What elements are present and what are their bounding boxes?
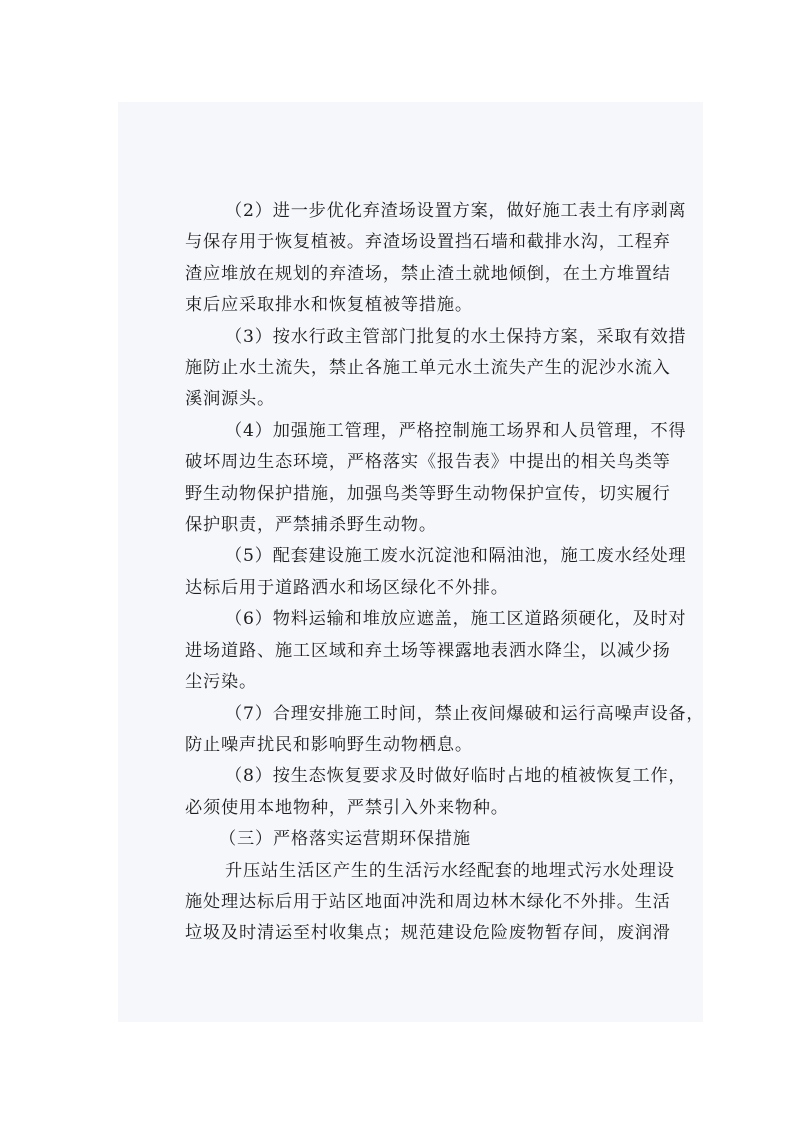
paragraph-line: （8）按生态恢复要求及时做好临时占地的植被恢复工作， xyxy=(225,766,687,787)
section-heading: （三）严格落实运营期环保措施 xyxy=(219,829,471,850)
paragraph-line: 达标后用于道路洒水和场区绿化不外排。 xyxy=(185,577,509,598)
paragraph-line: 束后应采取排水和恢复植被等措施。 xyxy=(185,295,473,316)
paragraph-line: （2）进一步优化弃渣场设置方案，做好施工表土有序剥离 xyxy=(225,201,687,221)
paragraph-line: 垃圾及时清运至村收集点；规范建设危险废物暂存间，废润滑 xyxy=(185,923,671,944)
paragraph-line: 保护职责，严禁捕杀野生动物。 xyxy=(185,515,437,536)
paragraph-line: （5）配套建设施工废水沉淀池和隔油池，施工废水经处理 xyxy=(225,546,687,567)
paragraph-line: 与保存用于恢复植被。弃渣场设置挡石墙和截排水沟，工程弃 xyxy=(185,232,671,253)
paragraph-line: 施处理达标后用于站区地面冲洗和周边林木绿化不外排。生活 xyxy=(185,891,671,912)
document-body xyxy=(185,196,705,950)
paragraph-line: 防止噪声扰民和影响野生动物栖息。 xyxy=(185,734,473,755)
paragraph-line: 进场道路、施工区域和弃土场等裸露地表洒水降尘，以减少扬 xyxy=(185,640,671,661)
paragraph-line: （3）按水行政主管部门批复的水土保持方案，采取有效措 xyxy=(225,326,687,347)
paragraph-line: （6）物料运输和堆放应遮盖，施工区道路须硬化，及时对 xyxy=(225,609,687,630)
paragraph-line: （4）加强施工管理，严格控制施工场界和人员管理，不得 xyxy=(225,420,687,441)
paragraph-line: 必须使用本地物种，严禁引入外来物种。 xyxy=(185,797,509,818)
paragraph-line: 尘污染。 xyxy=(185,672,257,693)
paragraph-line: 升压站生活区产生的生活污水经配套的地埋式污水处理设 xyxy=(225,860,675,881)
paragraph-line: 野生动物保护措施，加强鸟类等野生动物保护宣传，切实履行 xyxy=(185,483,671,504)
paragraph-line: 溪涧源头。 xyxy=(185,389,275,410)
paragraph-line: 渣应堆放在规划的弃渣场，禁止渣土就地倾倒，在土方堆置结 xyxy=(185,263,671,284)
paragraph-line: 施防止水土流失，禁止各施工单元水土流失产生的泥沙水流入 xyxy=(185,358,671,379)
paragraph-line: 破坏周边生态环境，严格落实《报告表》中提出的相关鸟类等 xyxy=(185,452,671,473)
paragraph-line: （7）合理安排施工时间，禁止夜间爆破和运行高噪声设备， xyxy=(225,703,705,724)
